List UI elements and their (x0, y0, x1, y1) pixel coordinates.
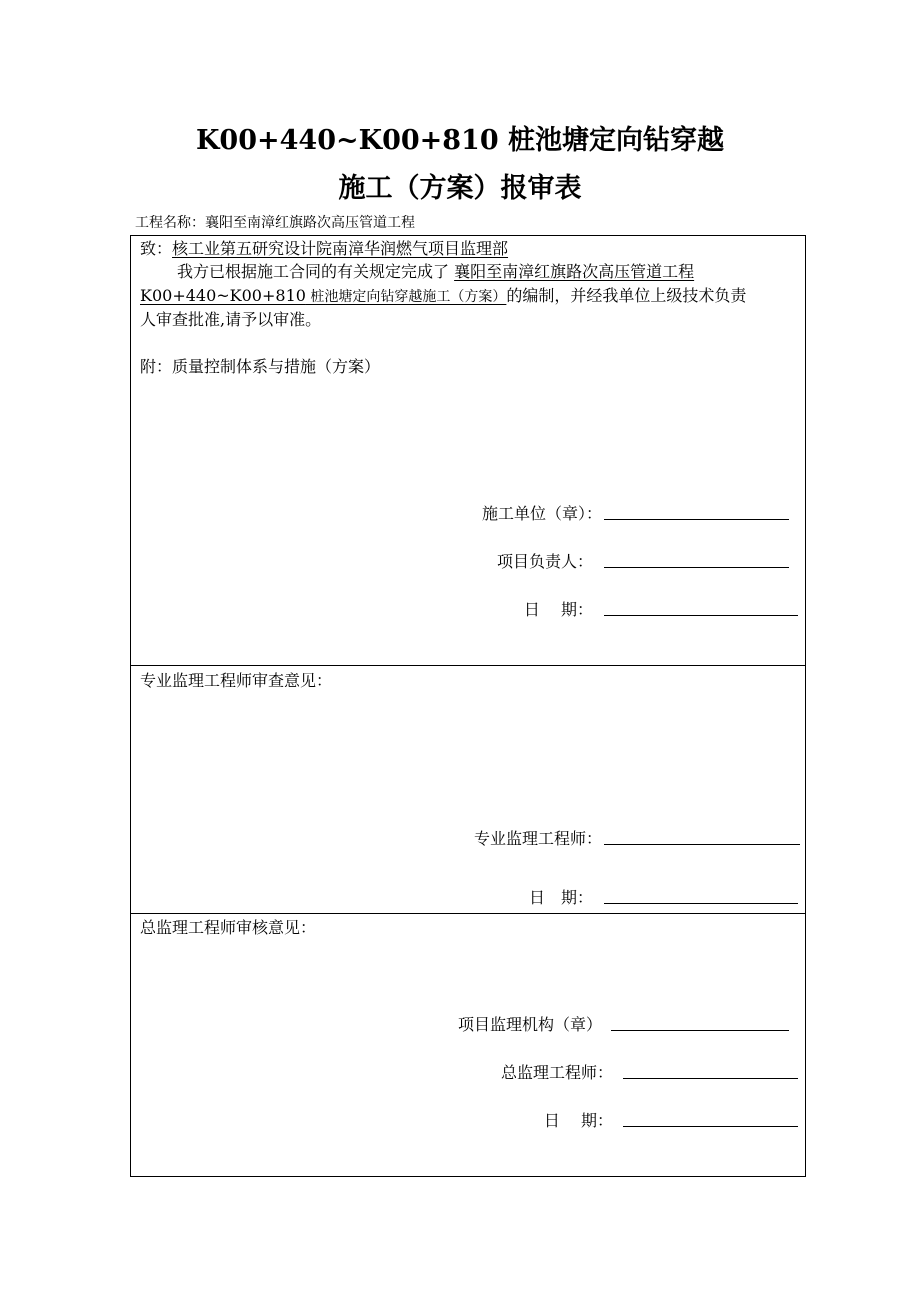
document-title-line1: K00+440~K00+810 桩池塘定向钻穿越 (195, 125, 725, 156)
signature-date-line-3 (623, 1126, 798, 1127)
body-scheme-code: K00+440~K00+810 (140, 286, 306, 305)
addressee-line (140, 237, 508, 261)
addressee-label: 致： (140, 239, 173, 258)
engineer-review-heading: 专业监理工程师审查意见： (140, 671, 333, 690)
signature-date-line-1 (604, 615, 798, 616)
signature-date-label-3: 日 期： (543, 1111, 613, 1130)
approval-form-table (130, 235, 806, 1177)
body-scheme-name: 桩池塘定向钻穿越施工（方案） (305, 289, 507, 305)
body-line-1 (177, 260, 694, 284)
signature-org-line (611, 1030, 789, 1031)
project-name-label: 工程名称： (135, 215, 205, 231)
signature-chief-label: 总监理工程师： (500, 1063, 613, 1082)
signature-engineer-line (604, 844, 800, 845)
signature-date-label-1: 日 期： (523, 600, 593, 619)
body-text-2: 的编制，并经我单位上级技术负责 (506, 286, 747, 305)
body-project-name: 襄阳至南漳红旗路次高压管道工程 (454, 262, 695, 281)
signature-date-label-2: 日 期： (528, 888, 593, 907)
signature-manager-label: 项目负责人： (496, 552, 593, 571)
chief-review-heading: 总监理工程师审核意见： (140, 918, 317, 937)
signature-unit-label: 施工单位（章）： (481, 504, 602, 523)
document-title-line2: 施工（方案）报审表 (338, 173, 582, 204)
body-line-3: 人审查批准,请予以审准。 (140, 310, 322, 329)
body-line-2 (140, 284, 746, 309)
signature-manager-line (604, 567, 789, 568)
section-divider-2 (131, 913, 805, 914)
section-divider-1 (131, 665, 805, 666)
signature-unit-line (604, 519, 789, 520)
body-text-1: 我方已根据施工合同的有关规定完成了 (177, 262, 450, 281)
signature-date-line-2 (604, 903, 798, 904)
signature-chief-line (623, 1078, 798, 1079)
attachment-line: 附：质量控制体系与措施（方案） (140, 357, 381, 376)
project-name-line (135, 212, 415, 232)
addressee-name: 核工业第五研究设计院南漳华润燃气项目监理部 (172, 239, 509, 258)
signature-engineer-label: 专业监理工程师： (473, 829, 602, 848)
signature-org-label: 项目监理机构（章） (457, 1015, 602, 1034)
project-name-value: 襄阳至南漳红旗路次高压管道工程 (205, 215, 415, 231)
